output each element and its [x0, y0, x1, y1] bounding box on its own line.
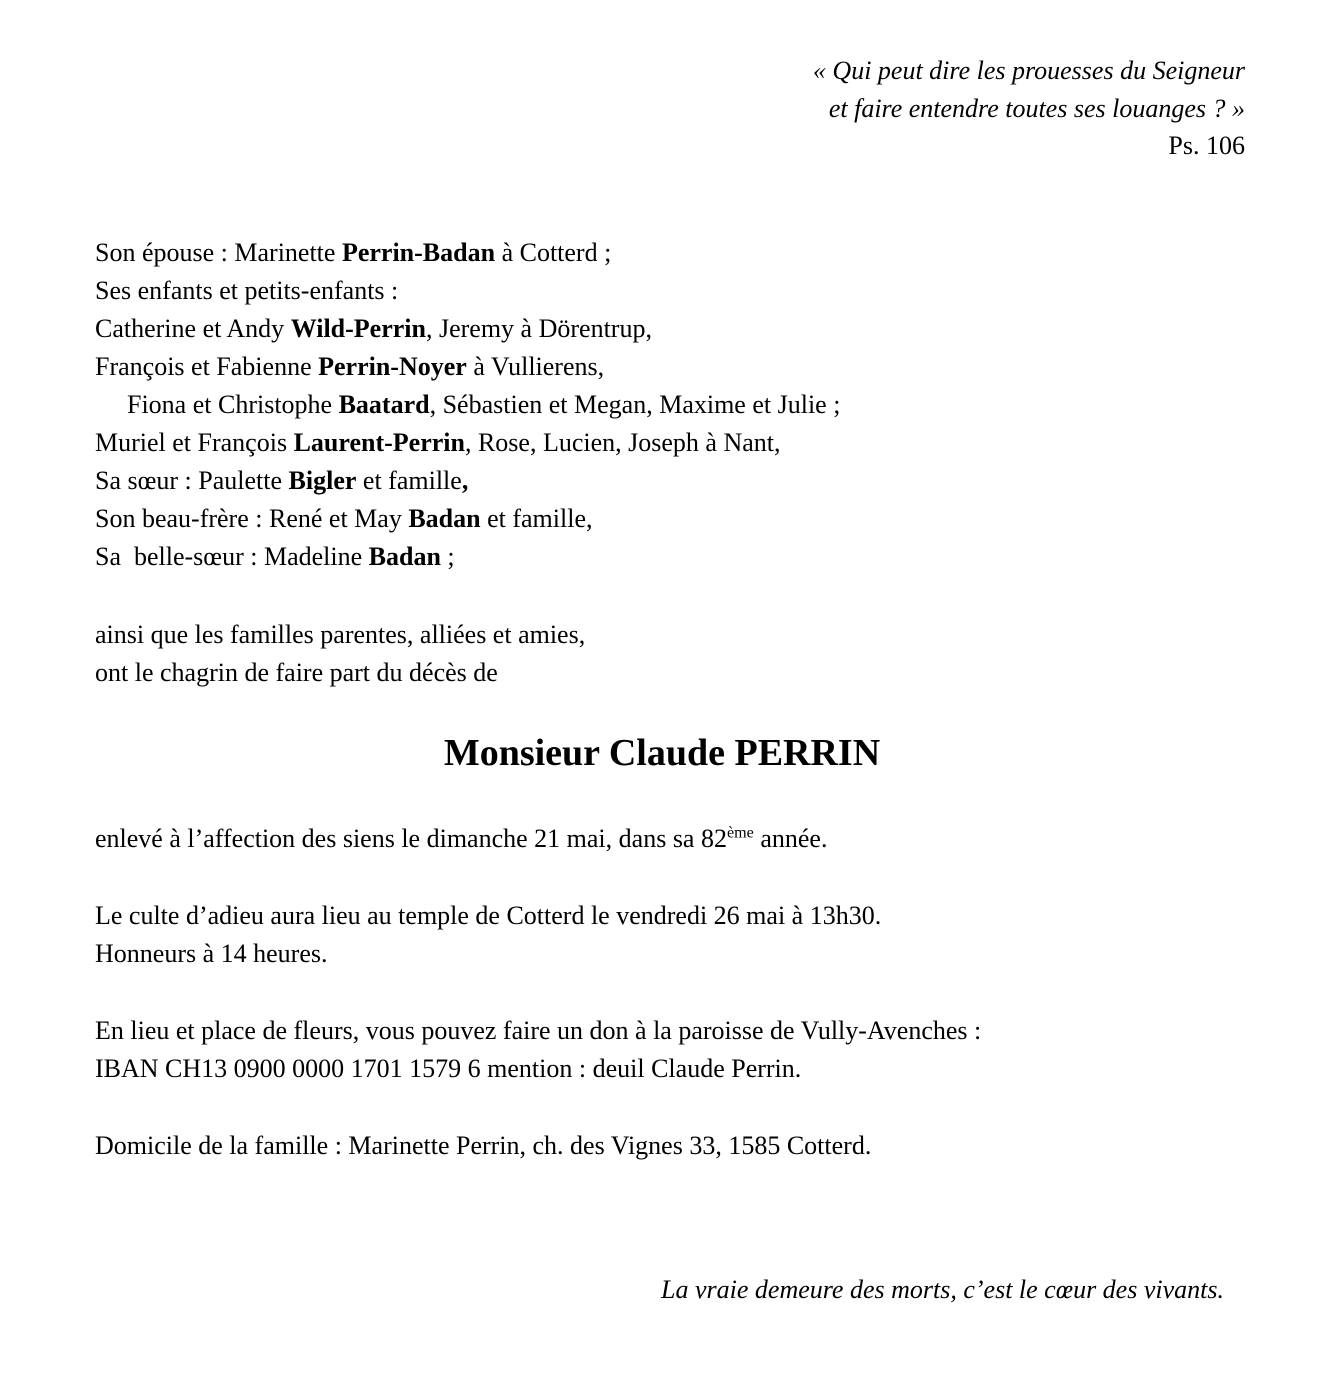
- residence-line: Domicile de la famille : Marinette Perrin, ch. des Vignes 33, 1585 Cotterd.: [95, 1131, 872, 1160]
- donation-iban: IBAN CH13 0900 0000 1701 1579 6 mention : deuil Claude Perrin.: [95, 1054, 802, 1083]
- document-body: [0, 234, 1324, 1165]
- death-details-line: enlevé à l’affection des siens le dimanche 21 mai, dans sa 82ème année.: [95, 824, 828, 853]
- family-line: Catherine et Andy Wild-Perrin, Jeremy à Dörentrup,: [95, 314, 652, 343]
- family-line: Sa belle-sœur : Madeline Badan ;: [95, 542, 455, 571]
- announcement-line-2: ont le chagrin de faire part du décès de: [95, 658, 498, 687]
- donation-intro: En lieu et place de fleurs, vous pouvez faire un don à la paroisse de Vully-Avenches :: [95, 1016, 982, 1045]
- family-line: Son beau-frère : René et May Badan et famille,: [95, 504, 593, 533]
- death-details: [95, 820, 1229, 858]
- family-line: Sa sœur : Paulette Bigler et famille,: [95, 466, 469, 495]
- epigraph-attribution: Ps. 106: [1168, 131, 1245, 160]
- ceremony-details: [95, 897, 1229, 973]
- epigraph-line-2: et faire entendre toutes ses louanges ? »: [828, 94, 1245, 123]
- ceremony-line-2: Honneurs à 14 heures.: [95, 939, 328, 968]
- deceased-name-heading: Monsieur Claude PERRIN: [443, 732, 881, 774]
- ceremony-line-1: Le culte d’adieu aura lieu au temple de Cotterd le vendredi 26 mai à 13h30.: [95, 901, 882, 930]
- epigraph-line-1: « Qui peut dire les prouesses du Seigneur: [812, 56, 1245, 85]
- announcement-line-1: ainsi que les familles parentes, alliées et amies,: [95, 620, 586, 649]
- family-line: Muriel et François Laurent-Perrin, Rose, Lucien, Joseph à Nant,: [95, 428, 781, 457]
- family-line: Fiona et Christophe Baatard, Sébastien et Megan, Maxime et Julie ;: [127, 390, 841, 419]
- family-line: François et Fabienne Perrin-Noyer à Vullierens,: [95, 352, 605, 381]
- family-line: Ses enfants et petits-enfants :: [95, 276, 399, 305]
- family-line: Son épouse : Marinette Perrin-Badan à Cotterd ;: [95, 238, 612, 267]
- announcement: [95, 616, 1229, 692]
- family-residence: [95, 1127, 1229, 1165]
- epigraph: [0, 0, 1324, 164]
- closing-quote: La vraie demeure des morts, c’est le cœur des vivants.: [661, 1275, 1224, 1304]
- donation-details: [95, 1012, 1229, 1088]
- family-list: [95, 234, 1229, 576]
